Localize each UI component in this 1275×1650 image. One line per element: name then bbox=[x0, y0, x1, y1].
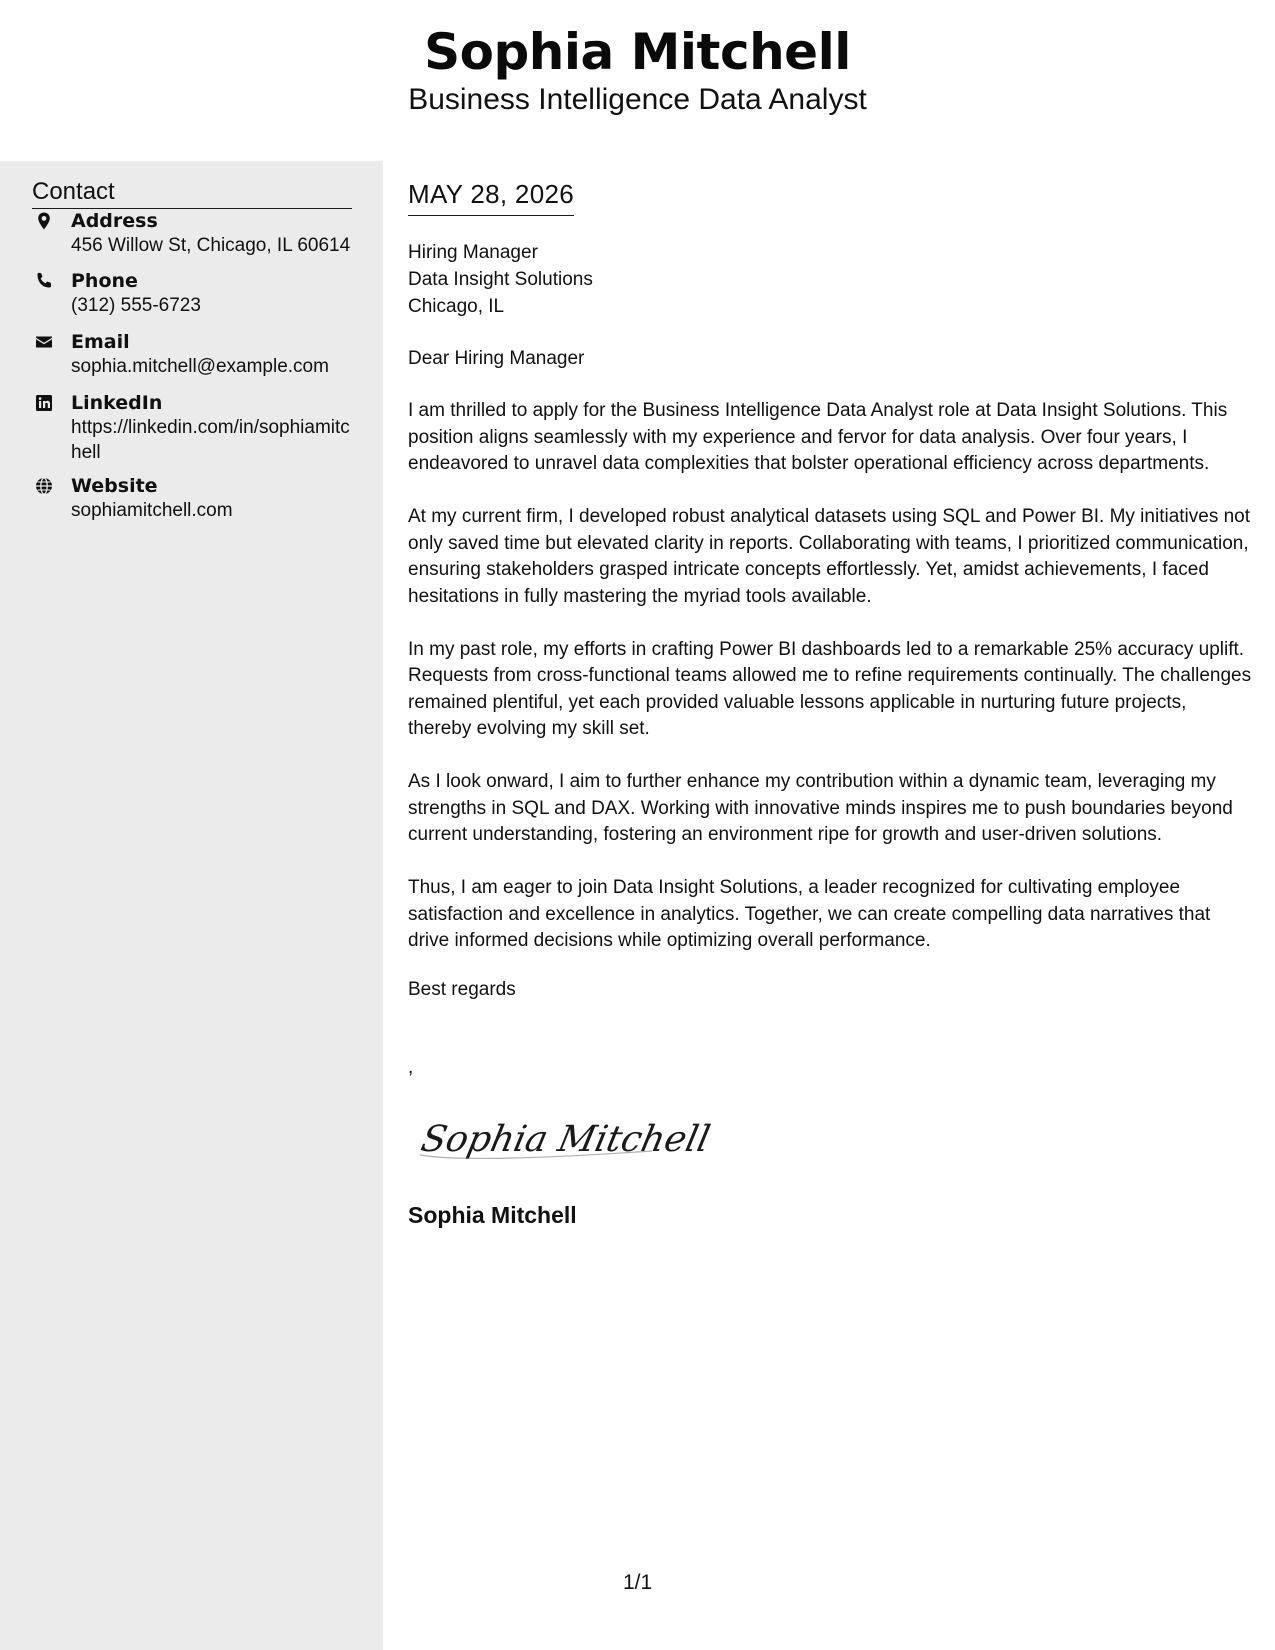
paragraph: Thus, I am eager to join Data Insight Solutions, a leader recognized for cultivating employee satisfaction and excellence in analytics. Together, we can create compelling data narratives that drive informed decisions while optimizing overall performance. bbox=[408, 877, 1211, 951]
contact-sidebar bbox=[0, 161, 383, 1650]
contact-value-website[interactable]: sophiamitchell.com bbox=[71, 500, 233, 521]
recipient-line: Chicago, IL bbox=[408, 296, 505, 317]
signature-text: Sophia Mitchell bbox=[417, 1117, 714, 1160]
applicant-name: Sophia Mitchell bbox=[424, 23, 851, 81]
page-number: 1/1 bbox=[623, 1571, 653, 1594]
linkedin-icon bbox=[34, 393, 54, 413]
paragraph: As I look onward, I aim to further enhance my contribution within a dynamic team, leveraging my strengths in SQL and DAX. Working with innovative minds inspires me to push boundaries beyond current understanding, fostering an environment ripe for growth and user-driven solutions. bbox=[408, 771, 1233, 845]
recipient-line: Data Insight Solutions bbox=[408, 269, 593, 290]
contact-value-email[interactable]: sophia.mitchell@example.com bbox=[71, 356, 329, 377]
applicant-job-title: Business Intelligence Data Analyst bbox=[408, 83, 867, 116]
letter-date: MAY 28, 2026 bbox=[408, 178, 574, 216]
contact-label: Email bbox=[71, 331, 130, 353]
letter-paragraphs bbox=[408, 398, 1253, 981]
paragraph: In my past role, my efforts in crafting Power BI dashboards led to a remarkable 25% accuracy uplift. Requests from cross-functional teams allowed me to refine requirements continually. The challenges remained plentiful, yet each provided valuable lessons applicable in nurturing future projects, thereby evolving my skill set. bbox=[408, 638, 1252, 739]
envelope-icon bbox=[34, 332, 54, 352]
closing-phrase: Best regards bbox=[408, 979, 516, 1000]
contact-value-phone: (312) 555-6723 bbox=[71, 295, 201, 316]
contact-label: Phone bbox=[71, 270, 138, 292]
map-pin-icon bbox=[34, 211, 54, 231]
contact-label: Website bbox=[71, 475, 158, 497]
globe-icon bbox=[34, 476, 54, 496]
contact-value-linkedin[interactable]: https://linkedin.com/in/sophiamitchell bbox=[71, 417, 350, 463]
contact-heading: Contact bbox=[32, 177, 352, 209]
signer-name: Sophia Mitchell bbox=[408, 1202, 577, 1228]
recipient-line: Hiring Manager bbox=[408, 242, 538, 263]
contact-label: Address bbox=[71, 210, 158, 232]
handwritten-signature bbox=[416, 1101, 714, 1171]
paragraph: At my current firm, I developed robust analytical datasets using SQL and Power BI. My initiatives not only saved time but elevated clarity in reports. Collaborating with teams, I prioritized communication, ensuring stakeholders grasped intricate concepts effortlessly. Yet, amidst achievements, I faced hesitations in fully mastering the myriad tools available. bbox=[408, 506, 1251, 607]
salutation: Dear Hiring Manager bbox=[408, 348, 585, 369]
letter-header bbox=[0, 0, 1275, 161]
contact-value-address: 456 Willow St, Chicago, IL 60614 bbox=[71, 235, 351, 256]
recipient-block bbox=[408, 239, 593, 320]
phone-icon bbox=[34, 271, 54, 291]
contact-label: LinkedIn bbox=[71, 392, 163, 414]
paragraph: I am thrilled to apply for the Business Intelligence Data Analyst role at Data Insight Solutions. This position aligns seamlessly with my experience and fervor for data analysis. Over four years, I endeavored to unravel data complexities that bolster operational efficiency across departments. bbox=[408, 400, 1228, 474]
closing-comma: , bbox=[408, 1057, 414, 1078]
